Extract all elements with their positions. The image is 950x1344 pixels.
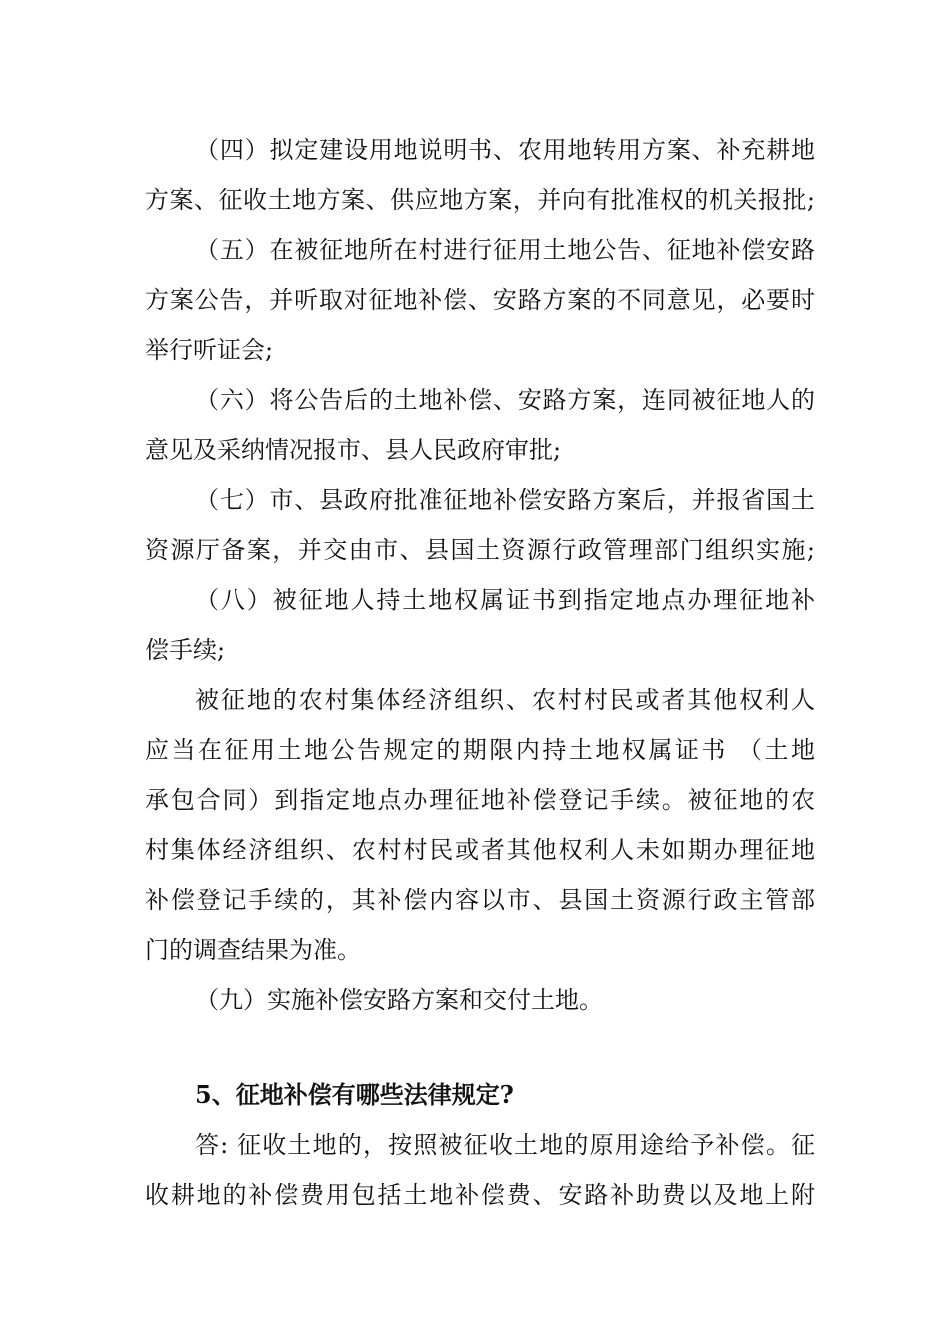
paragraph-line: （六）将公告后的土地补偿、安路方案，连同被征地人的 <box>195 386 815 414</box>
paragraph-line: 被征地的农村集体经济组织、农村村民或者其他权利人 <box>195 686 815 714</box>
paragraph-line: 资源厅备案，并交由市、县国土资源行政管理部门组织实施; <box>145 536 815 564</box>
section-heading: 5、征地补偿有哪些法律规定? <box>195 1080 514 1109</box>
paragraph-line: 意见及采纳情况报市、县人民政府审批; <box>145 436 562 464</box>
paragraph-line: 应当在征用土地公告规定的期限内持土地权属证书 （土地 <box>145 736 815 764</box>
paragraph-line: （九）实施补偿安路方案和交付土地。 <box>195 986 603 1014</box>
paragraph-line: 承包合同）到指定地点办理征地补偿登记手续。被征地的农 <box>145 786 815 814</box>
answer-line: 答: 征收土地的，按照被征收土地的原用途给予补偿。征 <box>195 1131 815 1159</box>
paragraph-line: 举行听证会; <box>145 336 274 364</box>
paragraph-line: 方案、征收土地方案、供应地方案，并向有批准权的机关报批; <box>145 186 815 214</box>
paragraph-line: 门的调查结果为准。 <box>145 936 361 964</box>
paragraph-line: 村集体经济组织、农村村民或者其他权利人未如期办理征地 <box>145 836 815 864</box>
answer-line: 收耕地的补偿费用包括土地补偿费、安路补助费以及地上附 <box>145 1181 815 1209</box>
paragraph-line: （四）拟定建设用地说明书、农用地转用方案、补充耕地 <box>195 136 815 164</box>
paragraph-line: （八）被征地人持土地权属证书到指定地点办理征地补 <box>195 586 815 614</box>
paragraph-line: （五）在被征地所在村进行征用土地公告、征地补偿安路 <box>195 236 815 264</box>
paragraph-line: 偿手续; <box>145 636 226 664</box>
paragraph-line: 方案公告，并听取对征地补偿、安路方案的不同意见，必要时 <box>145 286 815 314</box>
paragraph-line: 补偿登记手续的，其补偿内容以市、县国土资源行政主管部 <box>145 886 815 914</box>
paragraph-line: （七）市、县政府批准征地补偿安路方案后，并报省国土 <box>195 486 815 514</box>
